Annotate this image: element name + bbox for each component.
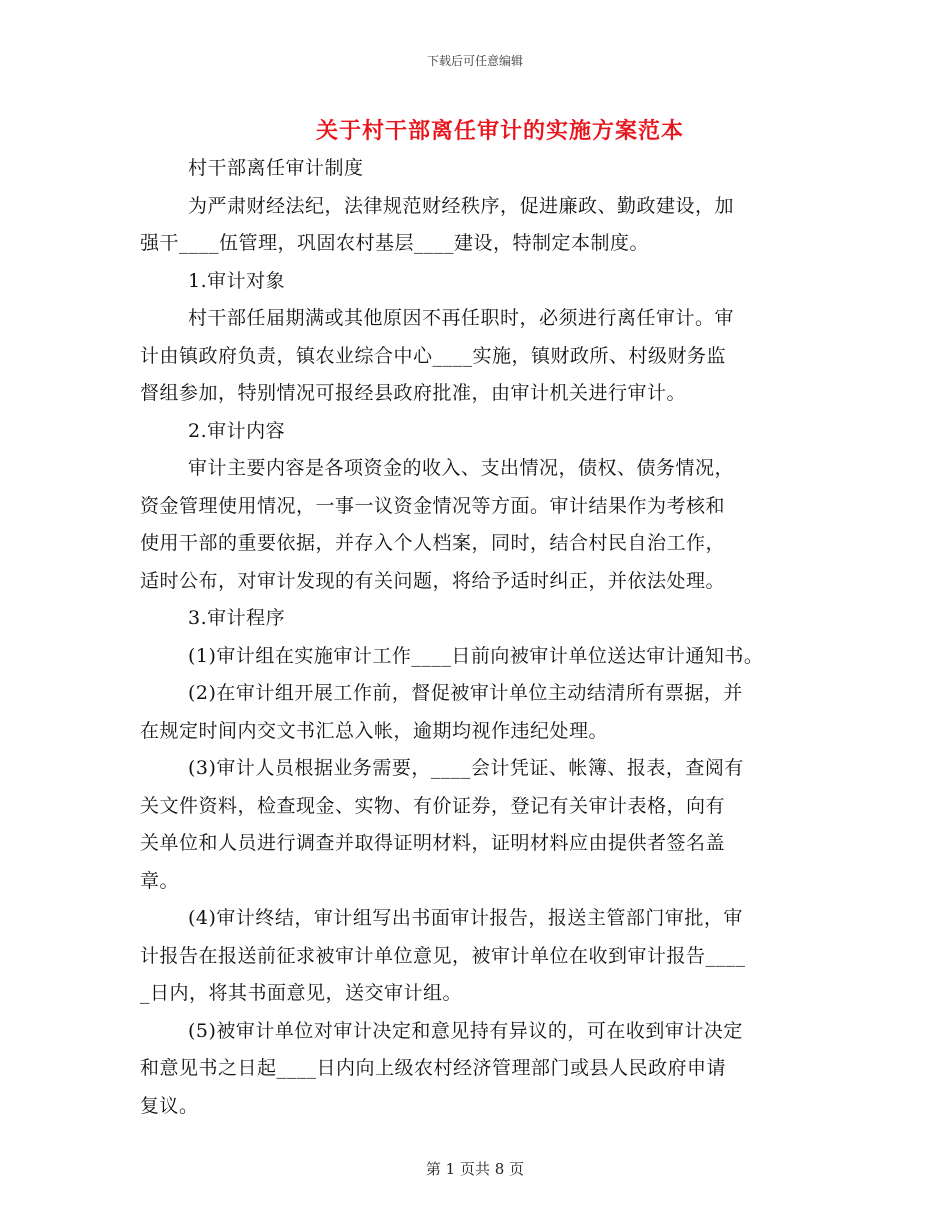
page-header: 下载后可任意编辑 [426,54,523,68]
text-line: 2.审计内容 [188,419,286,442]
text-line: 章。 [140,869,180,892]
text-line: 强干____伍管理，巩固农村基层____建设，特制定本制度。 [140,232,650,254]
text-line: 关单位和人员进行调查并取得证明材料，证明材料应由提供者签名盖 [140,832,726,854]
text-line: 督组参加，特别情况可报经县政府批准，由审计机关进行审计。 [140,382,687,404]
text-line: 为严肃财经法纪，法律规范财经秩序，促进廉政、勤政建设，加 [188,194,735,217]
text-line: (2)在审计组开展工作前，督促被审计单位主动结清所有票据，并 [188,682,743,704]
text-line: (4)审计终结，审计组写出书面审计报告，报送主管部门审批，审 [188,907,743,929]
text-line: 资金管理使用情况，一事一议资金情况等方面。审计结果作为考核和 [140,494,726,517]
text-line: (1)审计组在实施审计工作____日前向被审计单位送达审计通知书。 [188,644,764,667]
text-line: 1.审计对象 [188,269,286,292]
text-line: 适时公布，对审计发现的有关问题，将给予适时纠正，并依法处理。 [140,569,726,592]
text-line: 审计主要内容是各项资金的收入、支出情况，债权、债务情况， [188,457,735,479]
text-line: 村干部离任审计制度 [188,157,364,179]
text-line: 计报告在报送前征求被审计单位意见，被审计单位在收到审计报告____ [140,944,746,967]
text-line: 复议。 [140,1094,199,1117]
document-body [140,150,820,1125]
text-line: 和意见书之日起____日内向上级农村经济管理部门或县人民政府申请 [140,1057,727,1079]
text-line: 在规定时间内交文书汇总入帐，逾期均视作违纪处理。 [140,719,609,742]
page-footer: 第 1 页共 8 页 [425,1160,525,1178]
text-line: _日内，将其书面意见，送交审计组。 [140,982,463,1004]
text-line: 计由镇政府负责，镇农业综合中心____实施，镇财政所、村级财务监 [140,344,727,367]
document-title: 关于村干部离任审计的实施方案范本 [315,118,684,144]
text-line: (3)审计人员根据业务需要，____会计凭证、帐簿、报表，查阅有 [188,757,744,779]
text-line: 村干部任届期满或其他原因不再任职时，必须进行离任审计。审 [188,307,735,329]
text-line: 使用干部的重要依据，并存入个人档案，同时，结合村民自治工作， [140,532,726,554]
text-line: (5)被审计单位对审计决定和意见持有异议的，可在收到审计决定 [188,1019,743,1042]
text-line: 3.审计程序 [188,607,286,629]
text-line: 关文件资料，检查现金、实物、有价证券，登记有关审计表格，向有 [140,794,726,817]
